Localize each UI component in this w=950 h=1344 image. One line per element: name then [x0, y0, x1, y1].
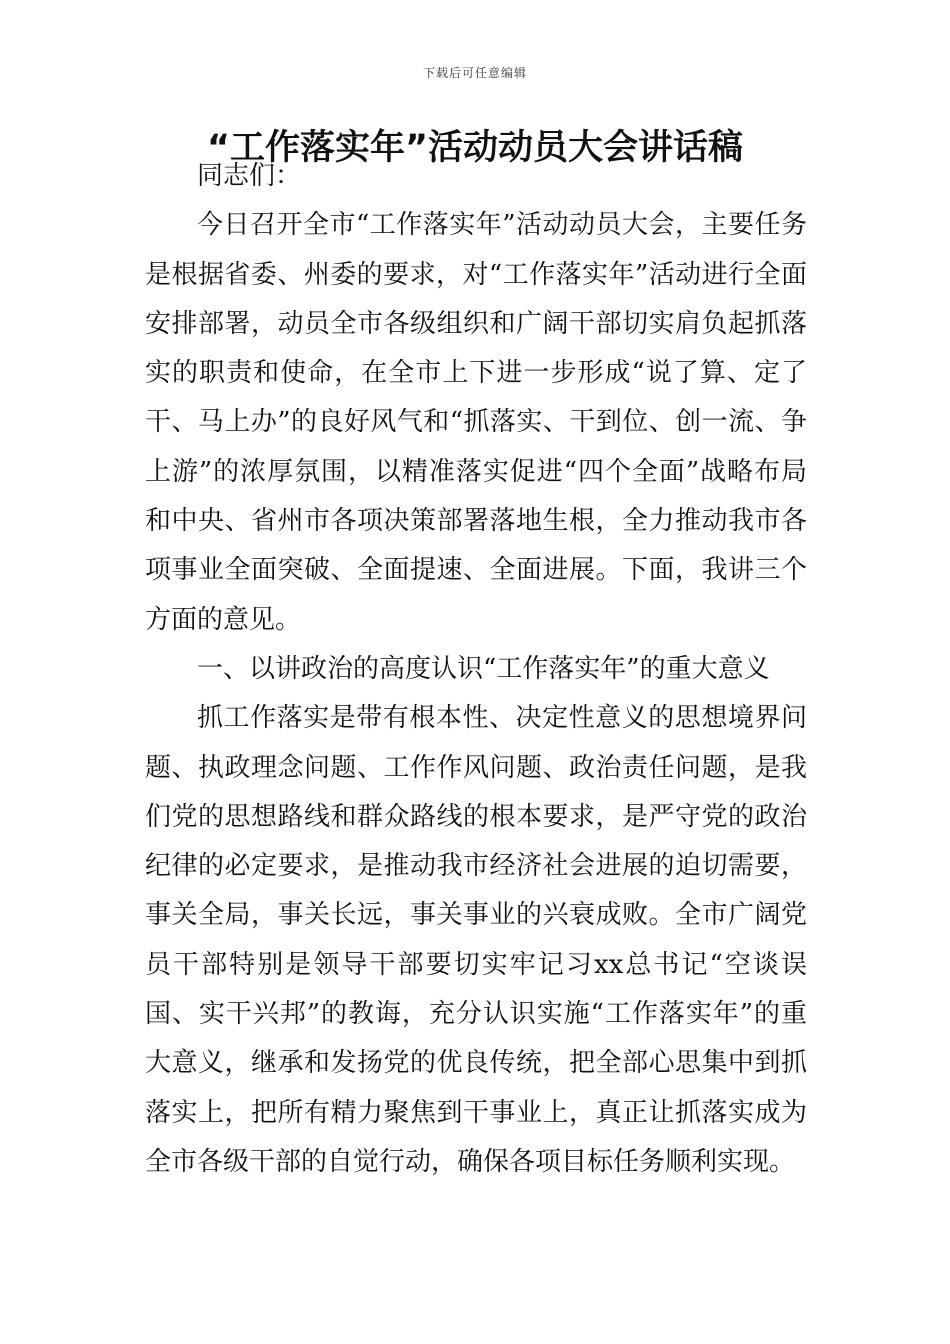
page-header-note: 下载后可任意编辑: [422, 66, 527, 80]
salutation: 同志们：: [197, 161, 302, 191]
document-body: [145, 152, 807, 1187]
paragraph-section-1: 抓工作落实是带有根本性、决定性意义的思想境界问题、执政理念问题、工作作风问题、政治责任问题，是我们党的思想路线和群众路线的根本要求，是严守党的政治纪律的必定要求，是推动我市经济社会进展的迫切需要，事关全局，事关长远，事关事业的兴衰成败。全市广阔党员干部特别是领导干部要切实牢记习xx总书记“空谈误国、实干兴邦”的教诲，充分认识实施“工作落实年”的重大意义，继承和发扬党的优良传统，把全部心思集中到抓落实上，把所有精力聚焦到干事业上，真正让抓落实成为全市各级干部的自觉行动，确保各项目标任务顺利实现。: [145, 703, 807, 1177]
document-title: “工作落实年”活动动员大会讲话稿: [206, 128, 743, 168]
paragraph-intro: 今日召开全市“工作落实年”活动动员大会，主要任务是根据省委、州委的要求，对“工作落实年”活动进行全面安排部署，动员全市各级组织和广阔干部切实肩负起抓落实的职责和使命，在全市上下进一步形成“说了算、定了干、马上办”的良好风气和“抓落实、干到位、创一流、争上游”的浓厚氛围，以精准落实促进“四个全面”战略布局和中央、省州市各项决策部署落地生根，全力推动我市各项事业全面突破、全面提速、全面进展。下面，我讲三个方面的意见。: [145, 210, 807, 635]
section-heading-1: 一、以讲政治的高度认识“工作落实年”的重大意义: [197, 653, 770, 684]
